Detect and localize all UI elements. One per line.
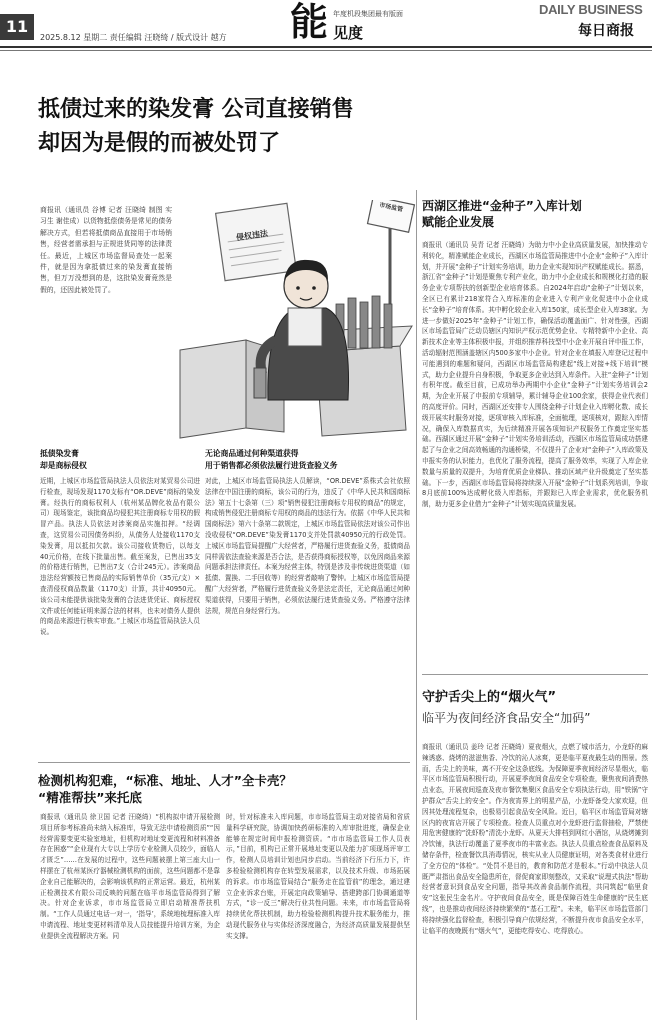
right-bottom-title: 守护舌尖上的“烟火气” <box>422 690 557 705</box>
bottom-left-column-1: 商报讯（通讯员 徐卫国 记者 汪晓绮）“机构拟申请开展检测项目所参考标准尚未纳入标准库，导致无法申请检测资质”“因经营需要变更实验室地址，但机构对地址变更流程和材料准备存在困惑”“企业现有大专以上学历专业检测人员较少，面临人才匮乏”……在发展的过程中，这些问题被摆上第三座大山一样摆在了杭州某医疗器械检测机构的面前，这些问题都不是靠企业自己能解决的，会影响该机构的正常运营。最近，杭州某正检测技术有限公司反映的问题在临平市场监管局得到了解决。针对企业诉求，市市场监管局立即启动精准帮扶机制。“工作人员通过电话一对一，‘指导’，系统地梳理标准入库申请流程、地址变更材料清单及人员技能提升培训方案，为企业提供全流程解决方案。同 <box>40 813 220 940</box>
lead-headline-line1: 抵债过来的染发膏 公司直接销售 <box>38 96 354 122</box>
right-top-title <box>422 198 648 230</box>
lead-subhead-1 <box>40 448 200 472</box>
lead-column-1: 近期，上城区市场监管局执法人员依法对某贸易公司进行检查，现场发现1170支标有“OR.DEVE”商标的染发膏。经执行的商标权利人（杭州某品牌化妆品有限公司）现场鉴定，该批商品均侵犯其注册商标专用权的假冒产品。执法人员依法对涉案商品实施扣押。“经调查，这贸易公司因债务纠纷，从债务人处接收1170支染发膏，用以抵扣欠款。该公司接收货物后，以每支40元价格，在线下批量出售。截至案发，已售出35支的价格进行销售，已售出7支（合计245元）。涉案商品违法经营额按已售商品的实际销售单价（35元/支）×查清侵权商品数量（1170支）计算，共计40950元。该公司未能提供该批染发膏的合法进货凭证、商标授权文件或任何能证明来源合法的材料，也未对债务人提供的商品来源进行核实审查。”上城区市场监管局执法人员说。 <box>40 477 200 637</box>
lead-subhead-2 <box>205 448 410 472</box>
lead-intro: 商报讯（通讯员 谷博 记者 汪晓绮 制图 实习生 谢佳成）以货物抵偿债务是常见的债务解决方式，但若将抵债商品直接用于市场销售，经营者需承担与正规进货同等的法律责任。最近，上城区市场监督局查处一起案件，就是因为拿抵债过来的染发膏直接销售，但万万没想到的是，这批染发膏竟然是假的，还因此被处罚了。 <box>40 206 172 294</box>
right-top-body: 商报讯（通讯员 吴青 记者 汪晓绮）为助力中小企业高质量发展，加快推动专利转化，精准赋能企业成长，西湖区市场监管局推进中小企业“金种子”入库计划，并开展“金种子”计划实务培训，助力企业实现知识产权赋能成长。据悉，浙江省“金种子”计划是聚焦专利产业化，助力中小企业成长和规模化打造的服务企业专项帮扶的创新型企业培育体系。自2024年启动“金种子”计划以来，全区已有累计218家符合入库标准的企业进入专利产业化促进中小企业成长“金种子”培育体系。其中孵化较企业入库150家，成长型企业入库38家。为进一步做好2025年“金种子”计划工作，确保活动覆盖面广、针对性强，西湖区市场监管局广泛动员辖区内知识产权示范优势企业、专精特新中小企业、高新技术企业等主体积极申报，并组织推荐科技型中小企业开展自评申报工作，活动辐射范围涵盖辖区内500多家中小企业。针对企业在填报入库登记过程中可能遇到的难题和疑问，西湖区市场监管局构建起“线上对接+线下培训”模式，助力企业提升自身积极，争取更多企业达到入库条件。入驻“金种子”计划有积年度。截至目前，已成功举办两期中小企业“金种子”计划实务培训会2期，为企业开展了申报前专项辅导，累计辅导企业100余家，获得企业代表们的高度评价。同时，西湖区还安排专人围绕金种子计划企业入库孵化数、成长级开展实时服务对接，逐项审核入库标准，全面梳理，逐项核对，跟踪入库情况，确保入库数据真实，为后续精准开展各项知识产权服务工作奠定坚实基础。西湖区通过开展“金种子”计划实务培训活动，西湖区市场监管局成功搭建起了与企业之间高效畅通的沟通桥梁，不仅提升了企业对“金种子”入库政策及申报实务的认识能力，也优化了服务流程，提高了服务效率，实现了入库企业数量与质量的双提升，为培育优质企业梯队、推动区域产业升级奠定了坚实基础。下一步，西湖区市场监管局将持续深入开展“金种子”计划系列培训，争取8月底前100%达成孵化级入库指标，并跟踪已入库企业需求，优化服务机制，助力更多企业借力“金种子”计划实现高质量发展。 <box>422 241 648 509</box>
lead-headline-line2: 却因为是假的而被处罚了 <box>38 130 281 156</box>
illustration-notice-label: 侵权违法 <box>235 228 269 243</box>
bottom-left-title <box>38 772 410 806</box>
lead-headline <box>38 92 448 160</box>
lead-subhead-2-line2: 用于销售都必须依法履行进货查验义务 <box>205 461 338 470</box>
illustration-sign-label: 市场监管 <box>378 201 404 214</box>
lead-subhead-1-line2: 却是商标侵权 <box>40 461 87 470</box>
lead-subhead-1-line1: 抵债染发膏 <box>40 449 79 458</box>
page-number: 11 <box>0 14 34 40</box>
right-top-title-line2: 赋能企业发展 <box>422 215 495 229</box>
masthead-rule <box>0 46 652 48</box>
right-top-title-line1: 西湖区推进“金种子”入库计划 <box>422 199 582 213</box>
bottom-left-title-line1: 检测机构犯难，“标准、地址、人才”全卡壳？ <box>38 773 292 788</box>
bottom-left-title-line2: “精准帮扶”来托底 <box>38 790 142 805</box>
lead-column-2: 对此，上城区市场监管局执法人员解读，“OR.DEVE”系株式会社依照法律在中国注册的商标，该公司的行为，违反了《中华人民共和国商标法》第五十七条第（三）项“销售侵犯注册商标专用权的商品”的规定，构成销售侵犯注册商标专用权的商品的违法行为。依据《中华人民共和国商标法》第六十条第二款规定，上城区市场监管局依法对该公司作出没收侵权“OR.DEVE”染发膏1170支并处罚款40950元的行政处罚。上城区市场监管局提醒广大经营者，严格履行进货查验义务，抵债商品同样需依法查验来源是否合法，是否获得商标授权等，以免因商品来源问题承担法律责任。本案为经营主体，特别是涉及非传统进货渠道（如抵债、置换、二手回收等）的经营者敲响了警钟。上城区市场监管局提醒广大经营者，严格履行进货查验义务是法定责任，无论商品通过何种渠道获得，只要用于销售，必须依法履行进货查验义务。严格遵守法律法规，规范自身经营行为。 <box>205 477 410 615</box>
section-big-character: 能 <box>290 0 329 44</box>
right-bottom-subtitle: 临平为夜间经济食品安全“加码” <box>422 711 591 725</box>
brand-chinese: 每日商报 <box>578 23 634 39</box>
lead-subhead-2-line1: 无论商品通过何种渠道获得 <box>205 449 299 458</box>
masthead-rule-thin <box>0 50 652 51</box>
bottom-left-column-2: 时，针对标准未入库问题，市市场监管局主动对接省局和省质量科学研究院，协调加快药研标准的入库审批进度，确保企业能够在规定时间申报检测资质。“市市场监管局工作人员表示，”目前，机构已正常开展地址变更以及能力扩项现场评审工作，检测人员培训计划也同步启动。当前经济下行压力下，许多检验检测机构存在转型发展需求，以及技术升级、市场拓展的诉求。市市场监管局结合“服务走在监管前”的理念，通过建立企业诉求台账，开展定向政策辅导、搭建跨部门协调通道等方式，“诊一反三”解决行业共性问题。未来，市市场监管局将持续优化帮扶机制，助力检验检测机构提升技术服务能力，推动现代服务业与实体经济深度融合，为经济高质量发展提供坚实支撑。 <box>226 813 410 940</box>
lead-illustration <box>176 200 420 442</box>
dateline: 2025.8.12 星期二 责任编辑 汪晓绮 / 版式设计 越方 <box>40 33 227 42</box>
brand-english: DAILY BUSINESS <box>539 2 643 17</box>
cartoon-illustration <box>176 200 420 442</box>
right-bottom-body: 商报讯（通讯员 姜玲 记者 汪晓绮）夏夜烟火，点燃了城市活力，小龙虾的麻辣诱惑、烧烤的滋滋焦香、冷饮的沁人冰爽，更是临平夏夜最生动的图景。然而，舌尖上的美味，离不开安全这条底线。为保障夏季夜间经济尽显烟火，临平区市场监管局积极行动，开展夏季夜间食品安全专项检查，聚焦夜间消费热点业态，开展夜间巡查及夜市餐饮集聚区食品安全专项执法行动，用“铁锅”守护群众“舌尖上的安全”。作为夜宵界上的明星产品，小龙虾备受大家欢迎，但因其处理流程复杂，也极易引起食品安全风险。近日，临平区市场监管局对辖区内的夜宵店开展了专项检查。检查人员重点对小龙虾进行监督抽检，严禁使用危害健康的“洗虾粉”清洗小龙虾。从夏天大排档到网红小酒馆，从烧烤摊到冷饮铺，执法行动覆盖了夏季夜市的丰富业态。执法人员重点检查食品原料及储存条件，检查餐饮具消毒情况，核实从业人员健康证明，对各类食材业进行了全方位的“体检”。“处罚不是目的，教育和防范才是根本。”行动中执法人员既严肃指出食品安全隐患所在，督促商家即刻整改，又采取“说理式执法”帮助经营者意识到食品安全问题，指导其改善食品制作流程，共同筑起“临里食安”这张民生金名片。守护夜间食品安全，既是保障百姓生命健康的“民生底线”，也是推动夜间经济持续繁荣的“基石工程”。未来，临平区市场监管部门将持续强化监督检查，积极引导商户依规经营，不断提升夜市食品安全水平，让临平的夜晚既有“烟火气”，更能吃得安心、吃得放心。 <box>422 743 648 935</box>
right-article-divider <box>422 674 648 675</box>
column-divider <box>416 190 417 1020</box>
section-tagline: 年度机段集团最有版面 <box>333 10 403 18</box>
section-word: 见度 <box>333 24 364 42</box>
bottom-article-divider <box>38 762 410 763</box>
